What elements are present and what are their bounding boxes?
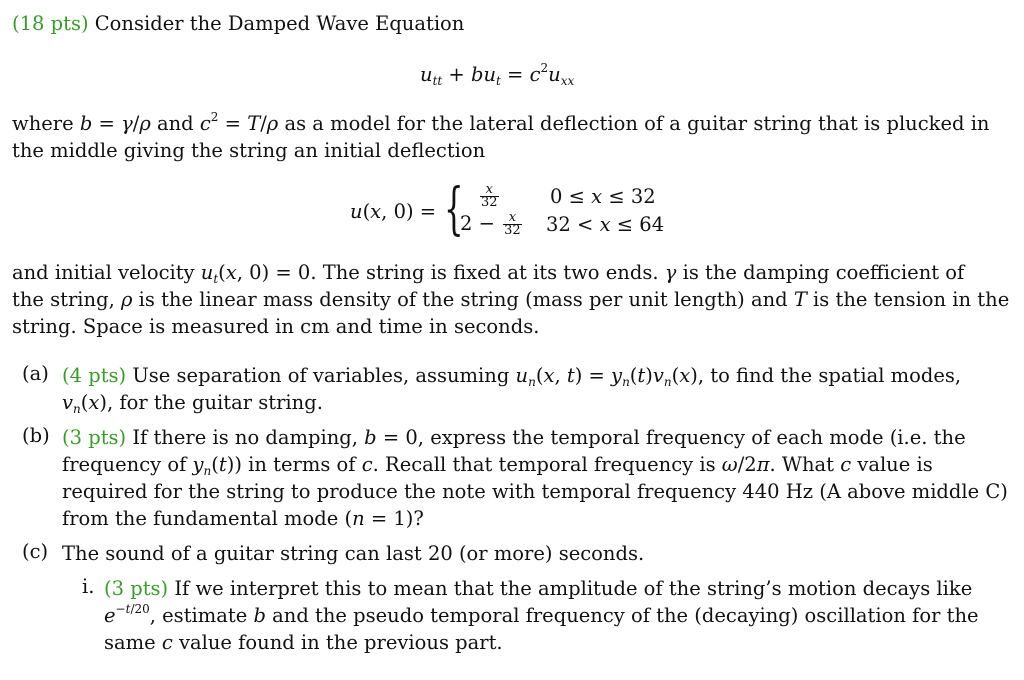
main-equation: $u_{tt} + bu_t = c^2u_{xx}$ [420,61,575,88]
subpart-i-label: i. [82,575,95,598]
part-b-line-2: frequency of $y_n(t)$) in terms of c. Recall that temporal frequency is ω/2π. What c value is [62,453,933,478]
part-a-line-2: $v_n(x)$, for the guitar string. [62,391,323,416]
part-b-line-4: from the fundamental mode (n = 1)? [62,507,424,530]
part-b-body [62,424,1006,532]
intro-paragraph [12,110,1006,164]
points-label: (18 pts) [12,12,89,35]
subpart-i-body [104,575,1006,656]
subpart-i-line-1: (3 pts) If we interpret this to mean that the amplitude of the string’s motion decays like [104,577,973,600]
left-brace: { [444,177,464,242]
intro-line-2: the middle giving the string an initial deflection [12,139,486,162]
description-line-3: string. Space is measured in cm and time in seconds. [12,315,540,338]
part-c [0,540,1024,568]
case1-expr: $\frac{x}{32}$ [481,182,498,210]
part-b-line-3: required for the string to produce the note with temporal frequency 440 Hz (A above middle C) [62,480,1008,503]
case2-expr: 2 − $\frac{x}{32}$ [460,210,521,238]
part-a [0,362,1024,418]
part-a-body [62,362,1006,416]
part-b [0,424,1024,536]
subpart-i [0,575,1024,659]
part-b-label: (b) [22,424,50,447]
piecewise-lhs: u(x, 0) = [350,200,437,223]
problem-header [12,12,464,35]
part-a-label: (a) [22,362,49,385]
subpart-i-line-2: $e^{-t/20}$, estimate b and the pseudo temporal frequency of the (decaying) oscillation for the [104,602,979,627]
description-line-2: the string, ρ is the linear mass density of the string (mass per unit length) and T is the tension in the [12,288,1010,311]
case2-cond: 32 < x ≤ 64 [546,213,665,236]
part-c-label: (c) [22,540,49,563]
case1-cond: 0 ≤ x ≤ 32 [550,185,656,208]
part-a-line-1: (4 pts) Use separation of variables, assuming $u_n(x$, $t) = y_n(t)v_n(x)$, to find the spatial modes, [62,364,962,389]
description-line-1: and initial velocity $u_t(x$, 0) = 0. The string is fixed at its two ends. γ is the damping coefficient of [12,261,965,286]
subpart-i-line-3: same c value found in the previous part. [104,631,503,654]
part-c-body: The sound of a guitar string can last 20 (or more) seconds. [62,542,645,565]
problem-title: Consider the Damped Wave Equation [94,12,465,35]
part-b-line-1: (3 pts) If there is no damping, b = 0, express the temporal frequency of each mode (i.e. the [62,426,966,449]
description-paragraph [12,259,1010,340]
intro-line-1: where b = γ/ρ and $c^2 = T/\rho$ as a model for the lateral deflection of a guitar string that is plucked in [12,110,990,135]
piecewise-function [350,177,680,242]
